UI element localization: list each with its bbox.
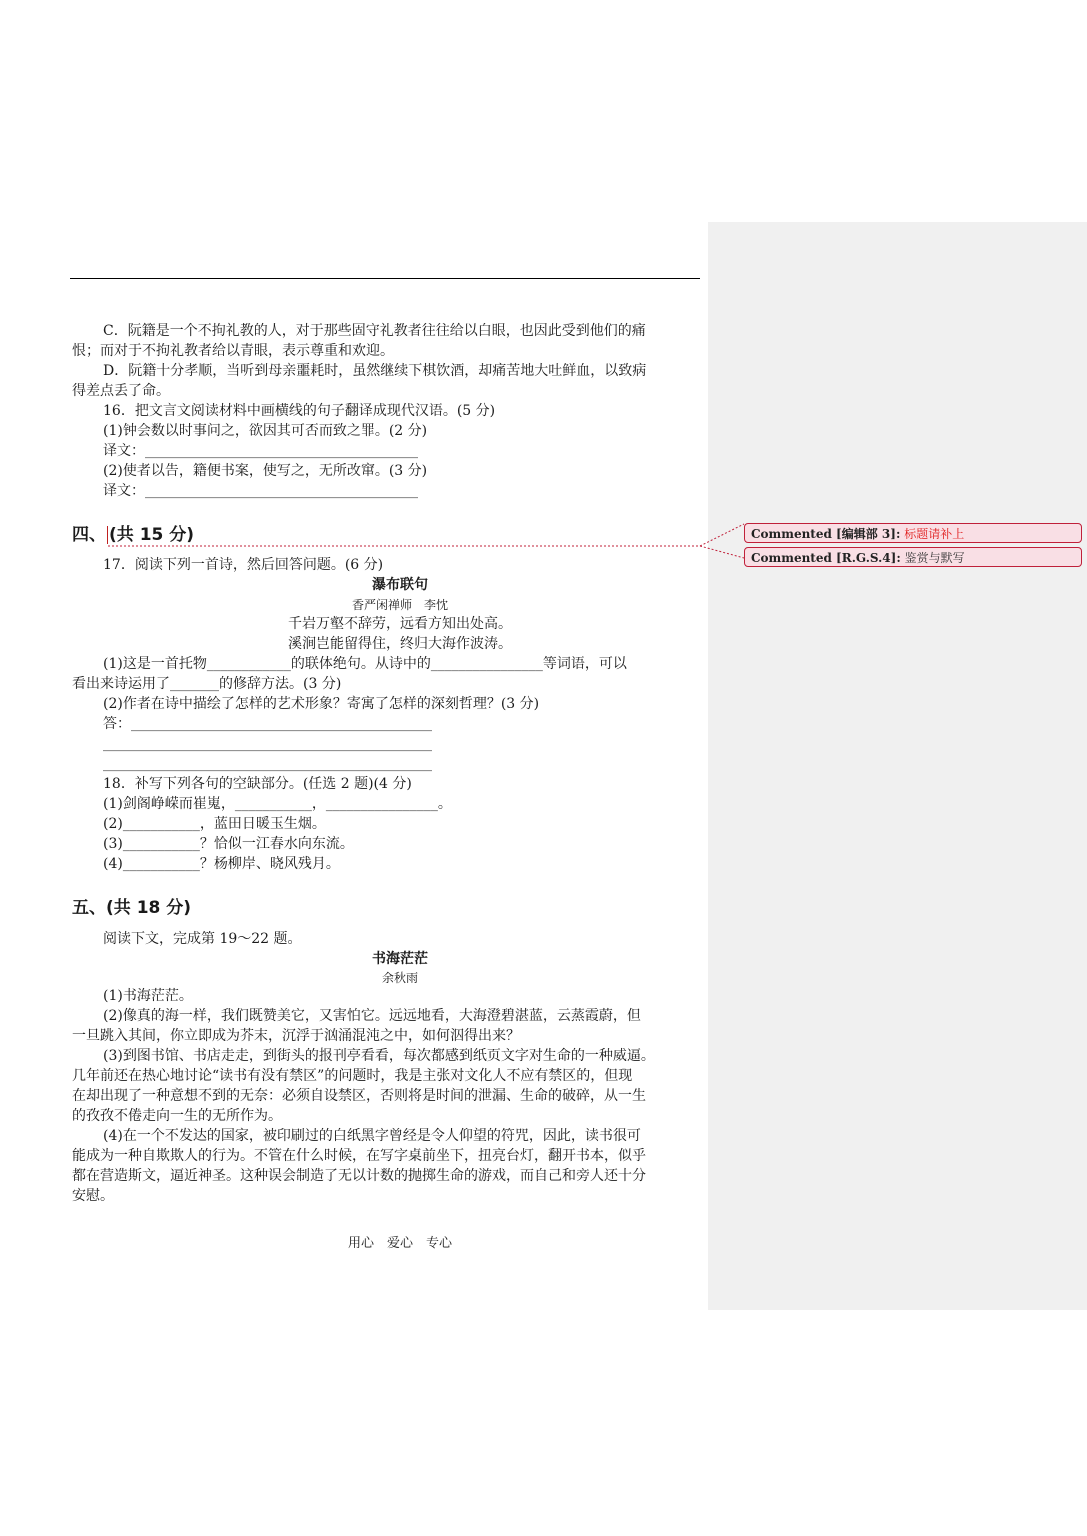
paragraph-4-line1: (4)在一个不发达的国家，被印刷过的白纸黑字曾经是令人仰望的符咒，因此，读书很可 bbox=[103, 1128, 641, 1144]
comment-1-tag: Commented [编辑部 3]: bbox=[751, 527, 901, 541]
essay-author: 余秋雨 bbox=[381, 971, 418, 985]
question-16-1-answer[interactable]: 译文：_______________________________________ bbox=[103, 443, 418, 459]
option-c-line2: 恨；而对于不拘礼教者给以青眼，表示尊重和欢迎。 bbox=[72, 343, 394, 359]
question-18-3: (3)___________？恰似一江春水向东流。 bbox=[103, 836, 354, 852]
comment-balloon-1[interactable] bbox=[744, 523, 1082, 543]
paragraph-2-line2: 一旦跳入其间，你立即成为芥末，沉浮于汹涌混沌之中，如何泅得出来？ bbox=[72, 1028, 520, 1044]
poem-line-1: 千岩万壑不辞劳，远看方知出处高。 bbox=[288, 616, 512, 632]
question-17-answer-3[interactable]: _______________________________________________ bbox=[103, 756, 432, 772]
comment-1-text: 标题请补上 bbox=[904, 527, 965, 541]
page-footer: 用心 爱心 专心 bbox=[347, 1236, 452, 1251]
paragraph-1: (1)书海茫茫。 bbox=[103, 988, 193, 1004]
option-d-line2: 得差点丢了命。 bbox=[72, 383, 170, 399]
section-4-heading bbox=[72, 524, 194, 546]
paragraph-3-line3: 在却出现了一种意想不到的无奈：必须自设禁区，否则将是时间的泄漏、生命的破碎，从一生 bbox=[72, 1088, 646, 1104]
question-18-4: (4)___________？杨柳岸、晓风残月。 bbox=[103, 856, 340, 872]
comment-2-tag: Commented [R.G.S.4]: bbox=[751, 551, 901, 565]
paragraph-2-line1: (2)像真的海一样，我们既赞美它，又害怕它。远远地看，大海澄碧湛蓝，云蒸霞蔚，但 bbox=[103, 1008, 641, 1024]
paragraph-3-line1: (3)到图书馆、书店走走，到街头的报刊亭看看，每次都感到纸页文字对生命的一种威逼。 bbox=[103, 1048, 655, 1064]
section-4-score: (共 15 分) bbox=[109, 525, 195, 545]
comment-balloon-2[interactable] bbox=[744, 547, 1082, 567]
question-17-1-line1: (1)这是一首托物____________的联体绝句。从诗中的________________等词语，可以 bbox=[103, 656, 627, 672]
question-18-2: (2)___________，蓝田日暖玉生烟。 bbox=[103, 816, 326, 832]
reading-intro: 阅读下文，完成第 19～22 题。 bbox=[103, 931, 302, 947]
poem-line-2: 溪涧岂能留得住，终归大海作波涛。 bbox=[288, 636, 512, 652]
paragraph-3-line4: 的孜孜不倦走向一生的无所作为。 bbox=[72, 1108, 282, 1124]
comments-margin-pane bbox=[708, 222, 1087, 1310]
section-4-prefix: 四、 bbox=[72, 525, 106, 545]
section-5-heading: 五、(共 18 分) bbox=[72, 898, 192, 918]
paragraph-3-line2: 几年前还在热心地讨论“读书有没有禁区”的问题时，我是主张对文化人不应有禁区的，但现 bbox=[72, 1068, 633, 1084]
question-17-2: (2)作者在诗中描绘了怎样的艺术形象？寄寓了怎样的深刻哲理？(3 分) bbox=[103, 696, 540, 712]
poem-author: 香严闲禅师 李忱 bbox=[351, 598, 448, 612]
comment-anchor-mark[interactable] bbox=[107, 526, 108, 544]
question-16-2-answer[interactable]: 译文：_______________________________________ bbox=[103, 483, 418, 499]
essay-title: 书海茫茫 bbox=[372, 951, 428, 967]
question-17-1-line2: 看出来诗运用了_______的修辞方法。(3 分) bbox=[72, 676, 342, 692]
question-18-1: (1)剑阁峥嵘而崔嵬，___________，________________。 bbox=[103, 796, 452, 812]
question-17-answer-1[interactable]: 答：___________________________________________ bbox=[103, 716, 432, 732]
question-16-1: (1)钟会数以时事问之，欲因其可否而致之罪。(2 分) bbox=[103, 423, 428, 439]
paragraph-4-line3: 都在营造斯文，逼近神圣。这种误会制造了无以计数的抛掷生命的游戏，而自己和旁人还十分 bbox=[72, 1168, 646, 1184]
question-17: 17．阅读下列一首诗，然后回答问题。(6 分) bbox=[103, 557, 384, 573]
question-17-answer-2[interactable]: _______________________________________________ bbox=[103, 736, 432, 752]
header-rule bbox=[70, 278, 700, 279]
option-d-line1: D．阮籍十分孝顺，当听到母亲噩耗时，虽然继续下棋饮酒，却痛苦地大吐鲜血，以致病 bbox=[103, 363, 647, 379]
poem-title: 瀑布联句 bbox=[372, 577, 428, 593]
question-16: 16．把文言文阅读材料中画横线的句子翻译成现代汉语。(5 分) bbox=[103, 403, 496, 419]
question-16-2: (2)使者以告，籍便书案，使写之，无所改窜。(3 分) bbox=[103, 463, 428, 479]
option-c-line1: C．阮籍是一个不拘礼教的人，对于那些固守礼教者往往给以白眼，也因此受到他们的痛 bbox=[103, 323, 646, 339]
paragraph-4-line4: 安慰。 bbox=[72, 1188, 114, 1204]
paragraph-4-line2: 能成为一种自欺欺人的行为。不管在什么时候，在写字桌前坐下，扭亮台灯，翻开书本，似乎 bbox=[72, 1148, 646, 1164]
comment-2-text: 鉴赏与默写 bbox=[904, 551, 965, 565]
question-18: 18．补写下列各句的空缺部分。(任选 2 题)(4 分) bbox=[103, 776, 412, 792]
